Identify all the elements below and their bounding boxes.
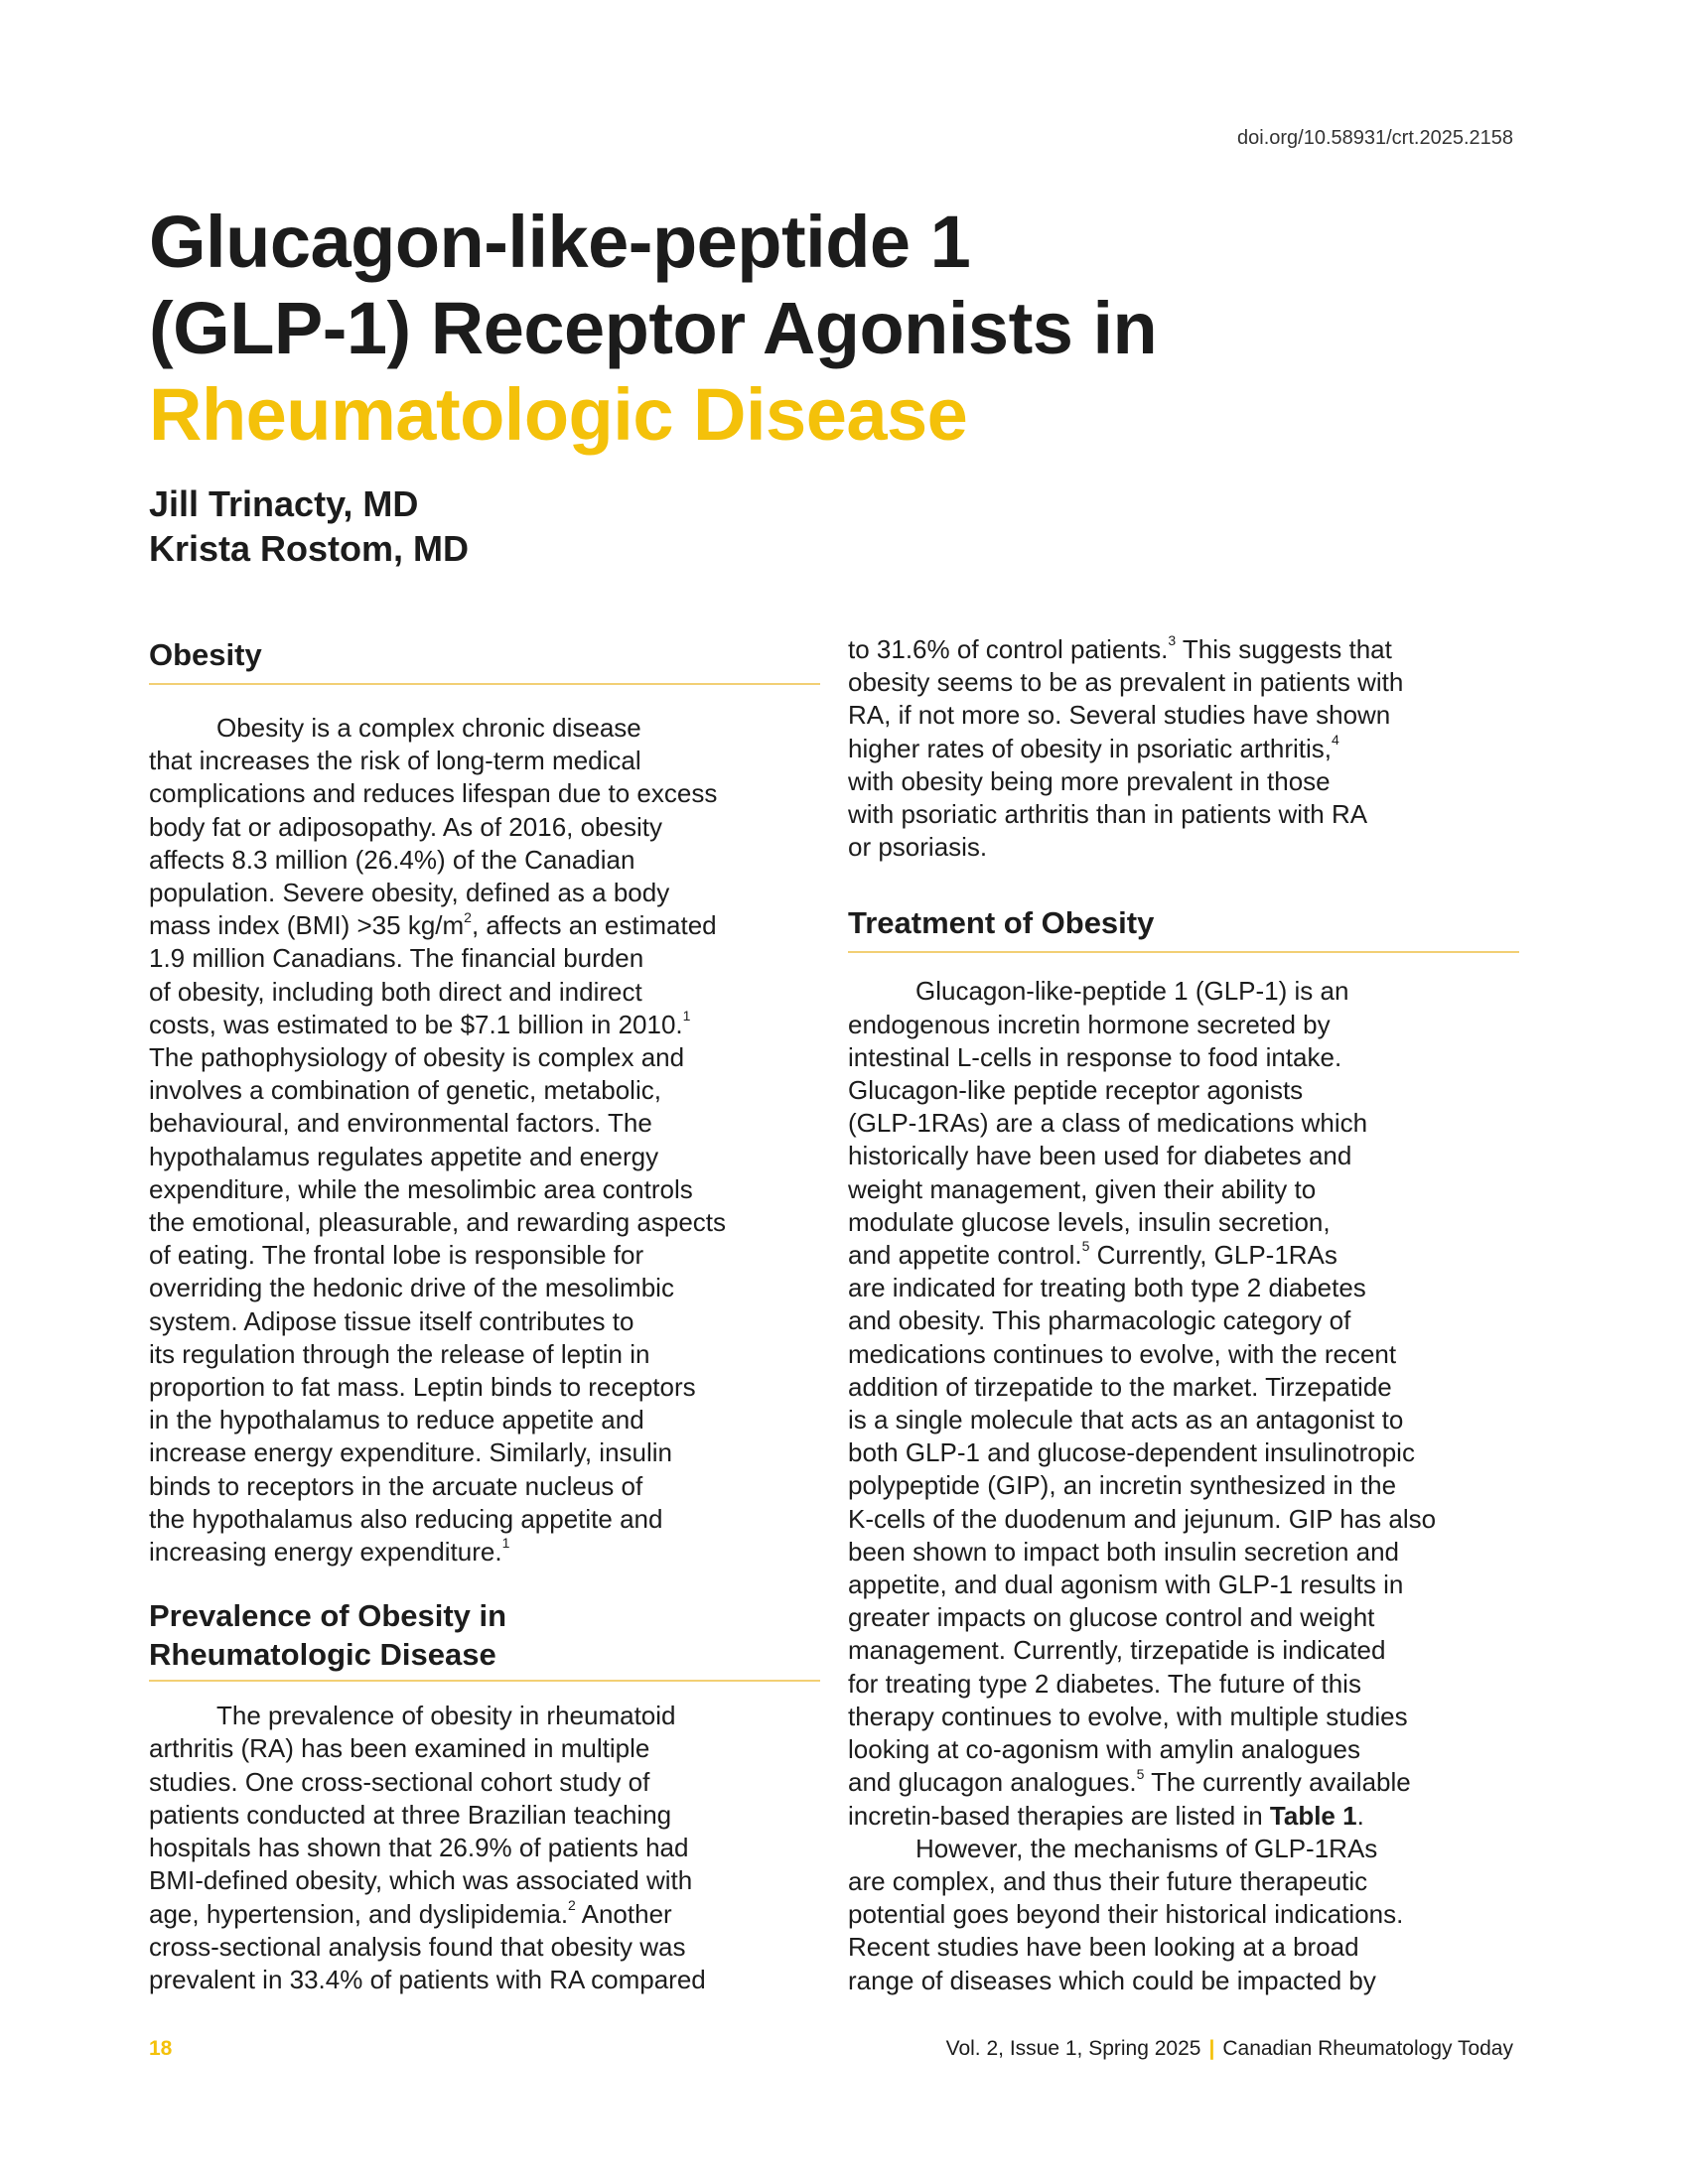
- text-line: involves a combination of genetic, metabolic,: [149, 1075, 661, 1106]
- text-line: management. Currently, tirzepatide is indicated: [848, 1635, 1386, 1666]
- text-line: with psoriatic arthritis than in patients with RA: [848, 799, 1368, 830]
- section-heading-treatment: Treatment of Obesity: [848, 905, 1155, 941]
- text-line: affects 8.3 million (26.4%) of the Canadian: [149, 844, 635, 875]
- text-line: system. Adipose tissue itself contributes to: [149, 1305, 634, 1336]
- text-line: medications continues to evolve, with the recent: [848, 1338, 1397, 1369]
- heading-rule: [149, 683, 820, 685]
- text-line: the emotional, pleasurable, and rewarding aspects: [149, 1207, 727, 1238]
- text-line-ref: [149, 1536, 820, 1569]
- text-line: cross-sectional analysis found that obesity was: [149, 1931, 686, 1962]
- text-segment: Another: [575, 1898, 672, 1929]
- text-segment: mass index (BMI) >35 kg/m: [149, 910, 465, 941]
- reference-marker[interactable]: 1: [682, 1008, 691, 1024]
- text-line: population. Severe obesity, defined as a body: [149, 878, 670, 908]
- text-line: patients conducted at three Brazilian teaching: [149, 1799, 672, 1830]
- text-segment: higher rates of obesity in psoriatic arthritis,: [848, 733, 1332, 763]
- author: Jill Trinacty, MD: [149, 483, 419, 524]
- text-line: (GLP-1RAs) are a class of medications which: [848, 1108, 1368, 1139]
- text-line: and obesity. This pharmacologic category of: [848, 1305, 1351, 1336]
- text-line-table-ref: [848, 1800, 1519, 1833]
- text-line: However, the mechanisms of GLP-1RAs: [915, 1833, 1378, 1863]
- title-line-1: Glucagon-like-peptide 1: [149, 201, 971, 283]
- text-segment: and appetite control.: [848, 1240, 1082, 1271]
- reference-marker[interactable]: 3: [1168, 632, 1177, 649]
- reference-marker[interactable]: 2: [568, 1896, 576, 1913]
- text-segment: age, hypertension, and dyslipidemia.: [149, 1898, 569, 1929]
- text-line: with obesity being more prevalent in those: [848, 765, 1331, 796]
- doi-link[interactable]: doi.org/10.58931/crt.2025.2158: [1237, 127, 1513, 149]
- text-line: therapy continues to evolve, with multiple studies: [848, 1701, 1408, 1731]
- text-line: for treating type 2 diabetes. The future of this: [848, 1668, 1361, 1699]
- prevalence-continued: [848, 633, 1519, 864]
- heading-line: Prevalence of Obesity in: [149, 1598, 507, 1634]
- text-line: The pathophysiology of obesity is complex and: [149, 1042, 685, 1073]
- text-line: both GLP-1 and glucose-dependent insulinotropic: [848, 1437, 1415, 1468]
- text-line: The prevalence of obesity in rheumatoid: [216, 1701, 676, 1731]
- text-line: complications and reduces lifespan due to excess: [149, 778, 718, 809]
- text-segment: increasing energy expenditure.: [149, 1537, 502, 1568]
- text-line: in the hypothalamus to reduce appetite and: [149, 1405, 644, 1435]
- text-line: prevalent in 33.4% of patients with RA compared: [149, 1964, 706, 1994]
- text-line: addition of tirzepatide to the market. Tirzepatide: [848, 1371, 1392, 1402]
- obesity-paragraph: [149, 712, 820, 1569]
- text-line: K-cells of the duodenum and jejunum. GIP has also: [848, 1503, 1437, 1534]
- text-line-ref: [848, 733, 1519, 765]
- text-line: hospitals has shown that 26.9% of patients had: [149, 1833, 689, 1863]
- text-line: been shown to impact both insulin secretion and: [848, 1536, 1400, 1567]
- text-line: of eating. The frontal lobe is responsible for: [149, 1240, 644, 1271]
- article-title: [149, 199, 1440, 458]
- text-line: behavioural, and environmental factors. The: [149, 1108, 652, 1139]
- issue-info: Vol. 2, Issue 1, Spring 2025: [945, 2037, 1201, 2060]
- text-segment: .: [1356, 1800, 1364, 1831]
- text-line: increase energy expenditure. Similarly, insulin: [149, 1437, 672, 1468]
- prevalence-paragraph: [149, 1700, 820, 1996]
- title-line-3: Rheumatologic Disease: [149, 373, 968, 456]
- footer-citation: [946, 2037, 1513, 2061]
- title-line-2: (GLP-1) Receptor Agonists in: [149, 287, 1158, 369]
- text-line-ref: [848, 633, 1519, 666]
- text-line: overriding the hedonic drive of the mesolimbic: [149, 1273, 674, 1303]
- text-line: BMI-defined obesity, which was associated with: [149, 1865, 693, 1896]
- text-line: Recent studies have been looking at a broad: [848, 1932, 1359, 1963]
- heading-rule: [149, 1680, 820, 1682]
- text-line: intestinal L-cells in response to food intake.: [848, 1041, 1342, 1072]
- page-number: 18: [149, 2037, 173, 2060]
- text-segment: , affects an estimated: [471, 910, 717, 941]
- heading-rule: [848, 951, 1519, 953]
- reference-marker[interactable]: 1: [501, 1535, 510, 1552]
- table-reference-link[interactable]: Table 1: [1269, 1800, 1357, 1831]
- text-segment: incretin-based therapies are listed in: [848, 1800, 1270, 1831]
- text-line: polypeptide (GIP), an incretin synthesized in the: [848, 1470, 1397, 1501]
- text-line: arthritis (RA) has been examined in multiple: [149, 1733, 650, 1764]
- text-line: body fat or adiposopathy. As of 2016, obesity: [149, 811, 662, 842]
- author-list: [149, 481, 469, 571]
- text-line-ref: [149, 1898, 820, 1931]
- text-line-ref: [848, 1766, 1519, 1799]
- text-segment: The currently available: [1144, 1767, 1411, 1798]
- text-line: looking at co-agonism with amylin analogues: [848, 1734, 1360, 1765]
- left-column: [149, 635, 820, 1996]
- reference-marker[interactable]: 5: [1136, 1765, 1145, 1782]
- text-segment: Currently, GLP-1RAs: [1089, 1240, 1337, 1271]
- text-line: of obesity, including both direct and indirect: [149, 976, 642, 1007]
- text-line: or psoriasis.: [848, 832, 988, 863]
- section-heading-obesity: Obesity: [149, 637, 262, 672]
- text-line: historically have been used for diabetes and: [848, 1141, 1352, 1171]
- text-line-ref: [848, 1239, 1519, 1272]
- text-line: RA, if not more so. Several studies have shown: [848, 700, 1391, 731]
- text-line: hypothalamus regulates appetite and energy: [149, 1141, 659, 1171]
- text-line: endogenous incretin hormone secreted by: [848, 1009, 1331, 1039]
- text-line: its regulation through the release of leptin in: [149, 1338, 650, 1369]
- text-line: greater impacts on glucose control and weight: [848, 1602, 1375, 1633]
- footer-separator: |: [1208, 2037, 1215, 2060]
- reference-marker[interactable]: 5: [1081, 1238, 1090, 1255]
- text-line: obesity seems to be as prevalent in patients with: [848, 667, 1404, 698]
- journal-name: Canadian Rheumatology Today: [1222, 2037, 1513, 2060]
- text-line: studies. One cross-sectional cohort study of: [149, 1766, 650, 1797]
- author: Krista Rostom, MD: [149, 528, 470, 569]
- section-heading-prevalence: [149, 1596, 820, 1674]
- text-line: appetite, and dual agonism with GLP-1 results in: [848, 1570, 1404, 1600]
- text-line: range of diseases which could be impacted by: [848, 1965, 1376, 1995]
- text-line: the hypothalamus also reducing appetite and: [149, 1503, 663, 1534]
- superscript: 2: [464, 908, 472, 925]
- text-line: modulate glucose levels, insulin secretion,: [848, 1206, 1331, 1237]
- text-segment: costs, was estimated to be $7.1 billion in 2010.: [149, 1009, 683, 1039]
- treatment-paragraph: [848, 975, 1519, 1996]
- text-line: are complex, and thus their future therapeutic: [848, 1865, 1368, 1896]
- text-segment: to 31.6% of control patients.: [848, 634, 1169, 664]
- reference-marker[interactable]: 4: [1332, 731, 1339, 748]
- text-segment: This suggests that: [1176, 634, 1392, 664]
- text-line: proportion to fat mass. Leptin binds to receptors: [149, 1372, 696, 1403]
- text-line: binds to receptors in the arcuate nucleus of: [149, 1470, 643, 1501]
- text-line: Obesity is a complex chronic disease: [216, 713, 641, 743]
- text-line: Glucagon-like peptide receptor agonists: [848, 1075, 1304, 1106]
- text-line: are indicated for treating both type 2 diabetes: [848, 1273, 1366, 1303]
- text-segment: and glucagon analogues.: [848, 1767, 1137, 1798]
- page-footer: [149, 2037, 1513, 2067]
- text-line: weight management, given their ability to: [848, 1173, 1317, 1204]
- text-line: that increases the risk of long-term medical: [149, 746, 641, 776]
- right-column: [848, 633, 1519, 1997]
- text-line: potential goes beyond their historical indications.: [848, 1899, 1404, 1930]
- text-line: 1.9 million Canadians. The financial burden: [149, 943, 644, 974]
- text-line: expenditure, while the mesolimbic area controls: [149, 1173, 693, 1204]
- heading-line: Rheumatologic Disease: [149, 1637, 496, 1673]
- text-line: is a single molecule that acts as an antagonist to: [848, 1405, 1404, 1435]
- text-line: Glucagon-like-peptide 1 (GLP-1) is an: [915, 976, 1349, 1007]
- text-line-bmi: [149, 909, 820, 942]
- text-line-ref: [149, 1009, 820, 1041]
